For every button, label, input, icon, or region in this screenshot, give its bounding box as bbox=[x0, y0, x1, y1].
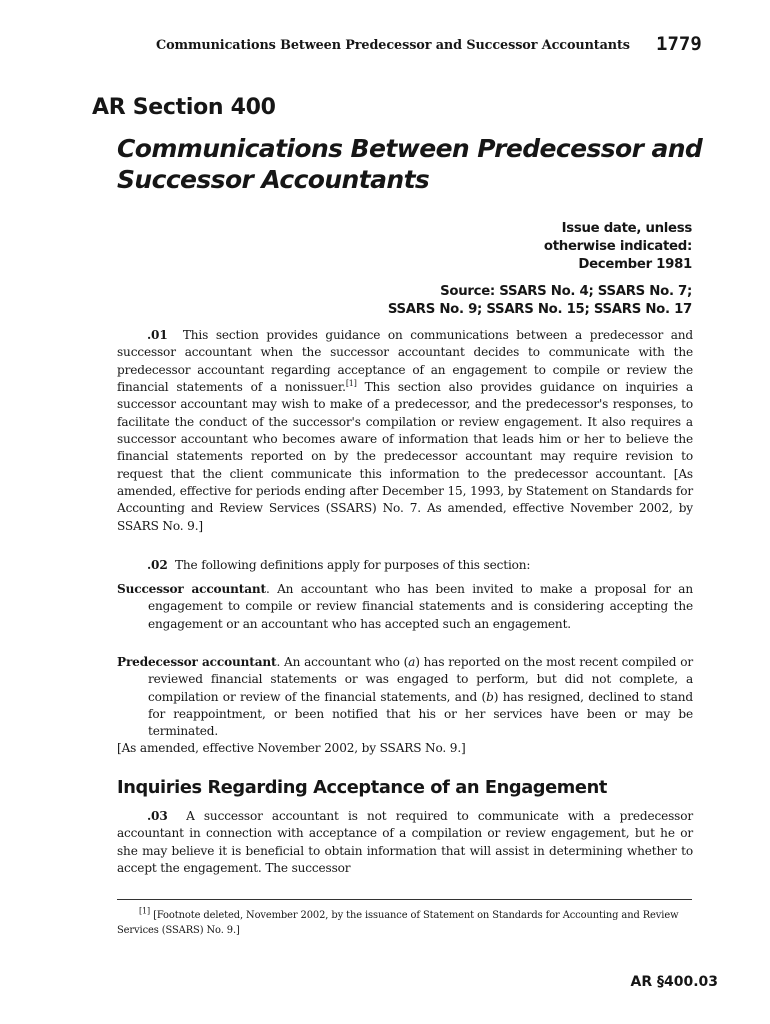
source-line-2: SSARS No. 9; SSARS No. 15; SSARS No. 17 bbox=[387, 302, 692, 317]
title-line-2: Successor Accountants bbox=[117, 165, 430, 194]
definition-text-3: ) has resigned, declined to stand for reappointment, or been notified that his or her services have been or may be terminated. bbox=[148, 689, 694, 739]
definition-successor bbox=[117, 581, 693, 633]
document-title bbox=[117, 133, 717, 195]
definition-text-1: . An accountant who ( bbox=[276, 655, 409, 669]
footnote-reference[interactable]: [1] bbox=[345, 379, 357, 388]
paragraph-02 bbox=[117, 557, 693, 574]
title-line-1: Communications Between Predecessor and bbox=[117, 134, 703, 163]
issue-line-2: otherwise indicated: bbox=[543, 239, 692, 254]
source-block bbox=[388, 283, 692, 319]
footnote bbox=[117, 906, 693, 938]
page-footer-reference: AR §400.03 bbox=[630, 974, 718, 990]
definition-text: . An accountant who has been invited to make a proposal for an engagement to compile or review financial statements and is considering accepting the engagement or an accountant who has accepted such an engagement. bbox=[148, 582, 693, 631]
definition-term: Successor accountant bbox=[117, 582, 266, 596]
amendment-note-block bbox=[117, 740, 693, 757]
definition-entry bbox=[117, 654, 693, 741]
issue-date-block bbox=[544, 220, 692, 274]
issue-line-3: December 1981 bbox=[578, 257, 692, 272]
definition-predecessor bbox=[117, 654, 693, 741]
body-block-2 bbox=[117, 557, 693, 574]
paragraph-number: .01 bbox=[147, 328, 168, 342]
issue-line-1: Issue date, unless bbox=[561, 221, 692, 236]
definition-text-2: ) has reported on the most recent compiled or reviewed financial statements or was engaged to perform, but did not complete, a compilation or review of the financial statements, and ( bbox=[148, 655, 693, 704]
paragraph-text-continued: This section also provides guidance on inquiries a successor accountant may wish to make of a predecessor, and the predecessor's responses, to facilitate the conduct of the successor's compilation or review engagement. It also requires a successor accountant who becomes aware of information that leads him or her to believe the financial statements reported on by the predecessor accountant may require revision to request that the client communicate this information to the predecessor accountant. [As amended, effective for periods ending after December 15, 1993, by Statement on Standards for Accounting and Review Services (SSARS) No. 7. As amended, effective November 2002, by SSARS No. 9.] bbox=[117, 380, 694, 533]
definition-term: Predecessor accountant bbox=[117, 655, 277, 669]
footnote-text: [Footnote deleted, November 2002, by the issuance of Statement on Standards for Accounting and Review Services (SSARS) No. 9.] bbox=[117, 910, 679, 936]
paragraph-number: .02 bbox=[147, 558, 168, 572]
page-number: 1779 bbox=[656, 33, 702, 55]
definition-entry bbox=[117, 581, 693, 633]
body-block-3 bbox=[117, 808, 693, 877]
paragraph-03 bbox=[117, 808, 693, 877]
source-line-1: Source: SSARS No. 4; SSARS No. 7; bbox=[440, 284, 692, 299]
body-block-1 bbox=[117, 327, 693, 535]
footnote-marker: [1] bbox=[139, 906, 151, 916]
footnote-divider bbox=[117, 899, 692, 900]
definition-item-b: b bbox=[486, 689, 494, 704]
footnote-body bbox=[117, 906, 693, 938]
section-label: AR Section 400 bbox=[92, 95, 276, 120]
definition-item-a: a bbox=[408, 655, 416, 669]
subheading: Inquiries Regarding Acceptance of an Engagement bbox=[117, 777, 607, 798]
amendment-note: [As amended, effective November 2002, by SSARS No. 9.] bbox=[117, 741, 466, 755]
paragraph-text: This section provides guidance on communications between a predecessor and successor accountant when the successor accountant decides to communicate with the predecessor accountant regarding acceptance of an engagement to compile or review the financial statements of a nonissuer. bbox=[117, 328, 694, 395]
paragraph-01 bbox=[117, 327, 693, 535]
paragraph-text: The following definitions apply for purposes of this section: bbox=[174, 558, 531, 572]
paragraph-text: A successor accountant is not required to communicate with a predecessor accountant in connection with acceptance of a compilation or review engagement, but he or she may believe it is beneficial to obtain information that will assist in determining whether to accept the engagement. The successor bbox=[117, 809, 693, 876]
paragraph-number: .03 bbox=[147, 809, 168, 823]
running-header-title: Communications Between Predecessor and Successor Accountants bbox=[156, 38, 630, 53]
